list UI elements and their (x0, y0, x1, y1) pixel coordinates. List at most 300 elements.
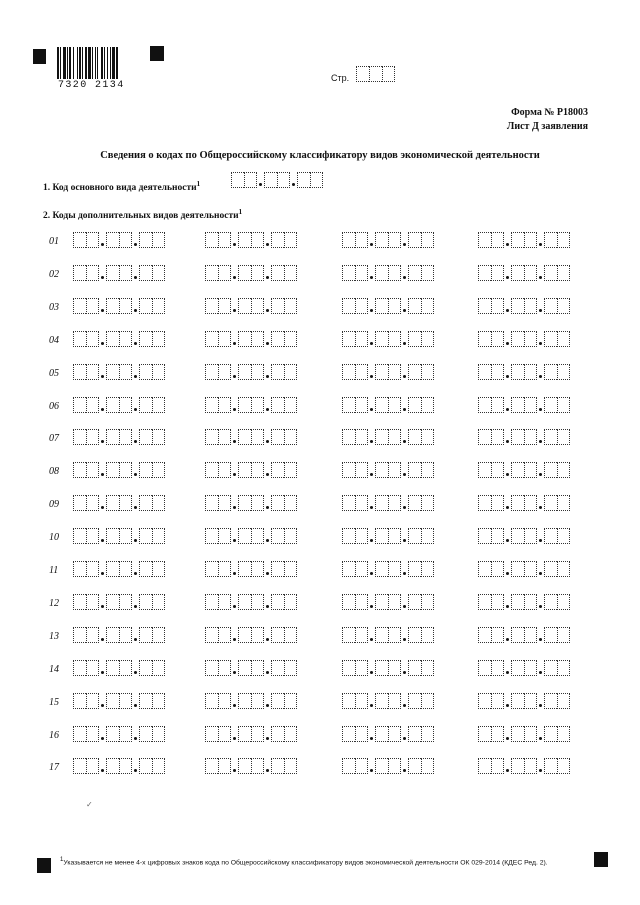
page-digit-cell[interactable] (382, 66, 395, 82)
code-digit-cell[interactable] (251, 726, 264, 742)
code-digit-cell[interactable] (218, 528, 231, 544)
code-digit-cell[interactable] (388, 627, 401, 643)
additional-code-field[interactable] (73, 693, 165, 709)
code-digit-cell[interactable] (284, 726, 297, 742)
code-digit-cell[interactable] (218, 693, 231, 709)
code-digit-cell[interactable] (277, 172, 290, 188)
code-digit-cell[interactable] (355, 331, 368, 347)
code-digit-cell[interactable] (388, 232, 401, 248)
code-digit-cell[interactable] (218, 364, 231, 380)
code-digit-cell[interactable] (524, 758, 537, 774)
additional-code-field[interactable] (478, 232, 570, 248)
code-digit-cell[interactable] (73, 397, 86, 413)
code-digit-cell[interactable] (544, 331, 557, 347)
code-digit-cell[interactable] (524, 265, 537, 281)
additional-code-field[interactable] (342, 232, 434, 248)
code-digit-cell[interactable] (152, 298, 165, 314)
code-digit-cell[interactable] (251, 397, 264, 413)
code-digit-cell[interactable] (511, 364, 524, 380)
code-digit-cell[interactable] (251, 758, 264, 774)
code-digit-cell[interactable] (86, 495, 99, 511)
code-digit-cell[interactable] (355, 660, 368, 676)
code-digit-cell[interactable] (119, 726, 132, 742)
code-digit-cell[interactable] (478, 364, 491, 380)
additional-code-field[interactable] (342, 298, 434, 314)
code-digit-cell[interactable] (284, 693, 297, 709)
code-digit-cell[interactable] (86, 397, 99, 413)
code-digit-cell[interactable] (139, 232, 152, 248)
code-digit-cell[interactable] (544, 660, 557, 676)
code-digit-cell[interactable] (342, 298, 355, 314)
additional-code-field[interactable] (205, 594, 297, 610)
code-digit-cell[interactable] (152, 364, 165, 380)
code-digit-cell[interactable] (218, 331, 231, 347)
code-digit-cell[interactable] (73, 726, 86, 742)
additional-code-field[interactable] (73, 331, 165, 347)
code-digit-cell[interactable] (544, 726, 557, 742)
code-digit-cell[interactable] (557, 397, 570, 413)
code-digit-cell[interactable] (511, 331, 524, 347)
code-digit-cell[interactable] (106, 627, 119, 643)
additional-code-field[interactable] (478, 364, 570, 380)
code-digit-cell[interactable] (557, 594, 570, 610)
code-digit-cell[interactable] (421, 758, 434, 774)
code-digit-cell[interactable] (421, 364, 434, 380)
code-digit-cell[interactable] (86, 528, 99, 544)
code-digit-cell[interactable] (557, 693, 570, 709)
code-digit-cell[interactable] (139, 298, 152, 314)
code-digit-cell[interactable] (238, 660, 251, 676)
code-digit-cell[interactable] (408, 660, 421, 676)
code-digit-cell[interactable] (106, 298, 119, 314)
code-digit-cell[interactable] (238, 265, 251, 281)
additional-code-field[interactable] (342, 429, 434, 445)
code-digit-cell[interactable] (271, 594, 284, 610)
code-digit-cell[interactable] (421, 726, 434, 742)
additional-code-field[interactable] (205, 462, 297, 478)
code-digit-cell[interactable] (478, 298, 491, 314)
code-digit-cell[interactable] (491, 331, 504, 347)
code-digit-cell[interactable] (205, 495, 218, 511)
additional-code-field[interactable] (73, 561, 165, 577)
code-digit-cell[interactable] (119, 364, 132, 380)
code-digit-cell[interactable] (119, 462, 132, 478)
code-digit-cell[interactable] (524, 561, 537, 577)
code-digit-cell[interactable] (408, 397, 421, 413)
code-digit-cell[interactable] (544, 364, 557, 380)
code-digit-cell[interactable] (375, 397, 388, 413)
code-digit-cell[interactable] (511, 726, 524, 742)
code-digit-cell[interactable] (73, 627, 86, 643)
additional-code-field[interactable] (73, 462, 165, 478)
additional-code-field[interactable] (478, 561, 570, 577)
code-digit-cell[interactable] (205, 660, 218, 676)
additional-code-field[interactable] (205, 627, 297, 643)
code-digit-cell[interactable] (119, 495, 132, 511)
code-digit-cell[interactable] (205, 594, 218, 610)
code-digit-cell[interactable] (544, 298, 557, 314)
code-digit-cell[interactable] (375, 627, 388, 643)
code-digit-cell[interactable] (375, 429, 388, 445)
code-digit-cell[interactable] (557, 265, 570, 281)
code-digit-cell[interactable] (421, 397, 434, 413)
code-digit-cell[interactable] (86, 331, 99, 347)
code-digit-cell[interactable] (375, 758, 388, 774)
code-digit-cell[interactable] (284, 627, 297, 643)
code-digit-cell[interactable] (119, 331, 132, 347)
code-digit-cell[interactable] (511, 462, 524, 478)
code-digit-cell[interactable] (491, 660, 504, 676)
code-digit-cell[interactable] (106, 331, 119, 347)
code-digit-cell[interactable] (511, 528, 524, 544)
code-digit-cell[interactable] (355, 364, 368, 380)
code-digit-cell[interactable] (119, 397, 132, 413)
code-digit-cell[interactable] (152, 726, 165, 742)
code-digit-cell[interactable] (557, 528, 570, 544)
additional-code-field[interactable] (342, 660, 434, 676)
code-digit-cell[interactable] (342, 758, 355, 774)
code-digit-cell[interactable] (491, 232, 504, 248)
code-digit-cell[interactable] (139, 265, 152, 281)
code-digit-cell[interactable] (388, 462, 401, 478)
code-digit-cell[interactable] (284, 561, 297, 577)
code-digit-cell[interactable] (106, 462, 119, 478)
code-digit-cell[interactable] (264, 172, 277, 188)
code-digit-cell[interactable] (478, 462, 491, 478)
code-digit-cell[interactable] (375, 561, 388, 577)
code-digit-cell[interactable] (342, 693, 355, 709)
additional-code-field[interactable] (342, 495, 434, 511)
code-digit-cell[interactable] (218, 594, 231, 610)
code-digit-cell[interactable] (478, 693, 491, 709)
code-digit-cell[interactable] (557, 726, 570, 742)
code-digit-cell[interactable] (408, 331, 421, 347)
code-digit-cell[interactable] (388, 528, 401, 544)
code-digit-cell[interactable] (355, 627, 368, 643)
code-digit-cell[interactable] (408, 693, 421, 709)
additional-code-field[interactable] (342, 528, 434, 544)
code-digit-cell[interactable] (544, 429, 557, 445)
code-digit-cell[interactable] (139, 594, 152, 610)
code-digit-cell[interactable] (205, 265, 218, 281)
code-digit-cell[interactable] (421, 495, 434, 511)
code-digit-cell[interactable] (284, 429, 297, 445)
code-digit-cell[interactable] (152, 429, 165, 445)
code-digit-cell[interactable] (218, 660, 231, 676)
code-digit-cell[interactable] (524, 594, 537, 610)
code-digit-cell[interactable] (511, 627, 524, 643)
code-digit-cell[interactable] (73, 232, 86, 248)
code-digit-cell[interactable] (251, 298, 264, 314)
code-digit-cell[interactable] (511, 495, 524, 511)
code-digit-cell[interactable] (271, 693, 284, 709)
code-digit-cell[interactable] (342, 627, 355, 643)
code-digit-cell[interactable] (355, 232, 368, 248)
additional-code-field[interactable] (205, 726, 297, 742)
code-digit-cell[interactable] (375, 298, 388, 314)
code-digit-cell[interactable] (106, 660, 119, 676)
code-digit-cell[interactable] (408, 561, 421, 577)
code-digit-cell[interactable] (271, 298, 284, 314)
additional-code-field[interactable] (73, 364, 165, 380)
code-digit-cell[interactable] (238, 627, 251, 643)
code-digit-cell[interactable] (152, 693, 165, 709)
additional-code-field[interactable] (73, 429, 165, 445)
code-digit-cell[interactable] (284, 232, 297, 248)
additional-code-field[interactable] (342, 331, 434, 347)
code-digit-cell[interactable] (408, 298, 421, 314)
code-digit-cell[interactable] (511, 660, 524, 676)
code-digit-cell[interactable] (106, 726, 119, 742)
code-digit-cell[interactable] (251, 693, 264, 709)
additional-code-field[interactable] (478, 331, 570, 347)
code-digit-cell[interactable] (218, 495, 231, 511)
code-digit-cell[interactable] (119, 298, 132, 314)
code-digit-cell[interactable] (297, 172, 310, 188)
code-digit-cell[interactable] (421, 265, 434, 281)
additional-code-field[interactable] (73, 660, 165, 676)
code-digit-cell[interactable] (73, 528, 86, 544)
code-digit-cell[interactable] (205, 331, 218, 347)
additional-code-field[interactable] (73, 298, 165, 314)
code-digit-cell[interactable] (218, 627, 231, 643)
code-digit-cell[interactable] (355, 726, 368, 742)
code-digit-cell[interactable] (205, 726, 218, 742)
code-digit-cell[interactable] (73, 561, 86, 577)
code-digit-cell[interactable] (152, 495, 165, 511)
code-digit-cell[interactable] (238, 693, 251, 709)
code-digit-cell[interactable] (511, 693, 524, 709)
code-digit-cell[interactable] (251, 331, 264, 347)
additional-code-field[interactable] (342, 364, 434, 380)
code-digit-cell[interactable] (524, 693, 537, 709)
code-digit-cell[interactable] (478, 331, 491, 347)
code-digit-cell[interactable] (375, 693, 388, 709)
code-digit-cell[interactable] (388, 364, 401, 380)
code-digit-cell[interactable] (218, 726, 231, 742)
additional-code-field[interactable] (478, 594, 570, 610)
code-digit-cell[interactable] (491, 364, 504, 380)
additional-code-field[interactable] (73, 726, 165, 742)
code-digit-cell[interactable] (421, 660, 434, 676)
code-digit-cell[interactable] (342, 660, 355, 676)
code-digit-cell[interactable] (139, 331, 152, 347)
additional-code-field[interactable] (73, 265, 165, 281)
code-digit-cell[interactable] (557, 232, 570, 248)
code-digit-cell[interactable] (106, 561, 119, 577)
code-digit-cell[interactable] (139, 561, 152, 577)
code-digit-cell[interactable] (408, 495, 421, 511)
code-digit-cell[interactable] (73, 331, 86, 347)
code-digit-cell[interactable] (355, 495, 368, 511)
code-digit-cell[interactable] (524, 397, 537, 413)
code-digit-cell[interactable] (86, 660, 99, 676)
code-digit-cell[interactable] (524, 364, 537, 380)
additional-code-field[interactable] (73, 397, 165, 413)
code-digit-cell[interactable] (408, 429, 421, 445)
code-digit-cell[interactable] (408, 364, 421, 380)
additional-code-field[interactable] (205, 397, 297, 413)
code-digit-cell[interactable] (271, 758, 284, 774)
additional-code-field[interactable] (342, 693, 434, 709)
code-digit-cell[interactable] (238, 528, 251, 544)
additional-code-field[interactable] (342, 561, 434, 577)
code-digit-cell[interactable] (139, 660, 152, 676)
code-digit-cell[interactable] (86, 758, 99, 774)
code-digit-cell[interactable] (238, 758, 251, 774)
code-digit-cell[interactable] (86, 726, 99, 742)
code-digit-cell[interactable] (355, 528, 368, 544)
code-digit-cell[interactable] (271, 429, 284, 445)
code-digit-cell[interactable] (238, 594, 251, 610)
code-digit-cell[interactable] (152, 397, 165, 413)
additional-code-field[interactable] (205, 758, 297, 774)
additional-code-field[interactable] (342, 594, 434, 610)
additional-code-field[interactable] (205, 495, 297, 511)
code-digit-cell[interactable] (218, 429, 231, 445)
code-digit-cell[interactable] (491, 528, 504, 544)
code-digit-cell[interactable] (478, 561, 491, 577)
additional-code-field[interactable] (478, 693, 570, 709)
code-digit-cell[interactable] (284, 495, 297, 511)
code-digit-cell[interactable] (251, 462, 264, 478)
code-digit-cell[interactable] (139, 462, 152, 478)
code-digit-cell[interactable] (375, 232, 388, 248)
code-digit-cell[interactable] (342, 364, 355, 380)
code-digit-cell[interactable] (408, 232, 421, 248)
additional-code-field[interactable] (342, 758, 434, 774)
code-digit-cell[interactable] (86, 232, 99, 248)
code-digit-cell[interactable] (511, 758, 524, 774)
code-digit-cell[interactable] (544, 594, 557, 610)
code-digit-cell[interactable] (478, 627, 491, 643)
code-digit-cell[interactable] (86, 561, 99, 577)
code-digit-cell[interactable] (408, 627, 421, 643)
code-digit-cell[interactable] (511, 298, 524, 314)
code-digit-cell[interactable] (375, 265, 388, 281)
code-digit-cell[interactable] (86, 462, 99, 478)
code-digit-cell[interactable] (271, 331, 284, 347)
code-digit-cell[interactable] (421, 462, 434, 478)
code-digit-cell[interactable] (310, 172, 323, 188)
main-activity-code-field[interactable] (231, 172, 323, 188)
code-digit-cell[interactable] (205, 627, 218, 643)
code-digit-cell[interactable] (73, 594, 86, 610)
additional-code-field[interactable] (478, 627, 570, 643)
additional-code-field[interactable] (342, 627, 434, 643)
code-digit-cell[interactable] (544, 232, 557, 248)
code-digit-cell[interactable] (251, 627, 264, 643)
code-digit-cell[interactable] (218, 397, 231, 413)
code-digit-cell[interactable] (86, 265, 99, 281)
code-digit-cell[interactable] (388, 693, 401, 709)
code-digit-cell[interactable] (478, 232, 491, 248)
code-digit-cell[interactable] (491, 561, 504, 577)
code-digit-cell[interactable] (478, 265, 491, 281)
code-digit-cell[interactable] (218, 462, 231, 478)
code-digit-cell[interactable] (557, 331, 570, 347)
code-digit-cell[interactable] (86, 627, 99, 643)
additional-code-field[interactable] (205, 660, 297, 676)
code-digit-cell[interactable] (106, 265, 119, 281)
code-digit-cell[interactable] (106, 397, 119, 413)
code-digit-cell[interactable] (491, 429, 504, 445)
code-digit-cell[interactable] (139, 627, 152, 643)
code-digit-cell[interactable] (231, 172, 244, 188)
code-digit-cell[interactable] (421, 331, 434, 347)
code-digit-cell[interactable] (271, 265, 284, 281)
code-digit-cell[interactable] (271, 462, 284, 478)
code-digit-cell[interactable] (119, 265, 132, 281)
additional-code-field[interactable] (73, 232, 165, 248)
page-digit-cell[interactable] (369, 66, 382, 82)
code-digit-cell[interactable] (152, 528, 165, 544)
code-digit-cell[interactable] (478, 429, 491, 445)
code-digit-cell[interactable] (86, 594, 99, 610)
code-digit-cell[interactable] (271, 561, 284, 577)
code-digit-cell[interactable] (152, 660, 165, 676)
code-digit-cell[interactable] (205, 528, 218, 544)
code-digit-cell[interactable] (106, 364, 119, 380)
additional-code-field[interactable] (73, 495, 165, 511)
code-digit-cell[interactable] (421, 528, 434, 544)
code-digit-cell[interactable] (408, 594, 421, 610)
code-digit-cell[interactable] (544, 265, 557, 281)
code-digit-cell[interactable] (491, 758, 504, 774)
code-digit-cell[interactable] (388, 495, 401, 511)
code-digit-cell[interactable] (375, 364, 388, 380)
code-digit-cell[interactable] (544, 758, 557, 774)
additional-code-field[interactable] (73, 528, 165, 544)
code-digit-cell[interactable] (408, 462, 421, 478)
code-digit-cell[interactable] (524, 331, 537, 347)
code-digit-cell[interactable] (284, 331, 297, 347)
code-digit-cell[interactable] (544, 627, 557, 643)
code-digit-cell[interactable] (86, 693, 99, 709)
additional-code-field[interactable] (205, 561, 297, 577)
code-digit-cell[interactable] (342, 561, 355, 577)
code-digit-cell[interactable] (524, 462, 537, 478)
additional-code-field[interactable] (342, 397, 434, 413)
code-digit-cell[interactable] (86, 364, 99, 380)
additional-code-field[interactable] (478, 429, 570, 445)
code-digit-cell[interactable] (388, 561, 401, 577)
code-digit-cell[interactable] (271, 528, 284, 544)
code-digit-cell[interactable] (139, 429, 152, 445)
code-digit-cell[interactable] (375, 594, 388, 610)
code-digit-cell[interactable] (388, 594, 401, 610)
code-digit-cell[interactable] (205, 298, 218, 314)
code-digit-cell[interactable] (511, 265, 524, 281)
code-digit-cell[interactable] (152, 627, 165, 643)
code-digit-cell[interactable] (342, 594, 355, 610)
code-digit-cell[interactable] (139, 693, 152, 709)
code-digit-cell[interactable] (86, 429, 99, 445)
code-digit-cell[interactable] (218, 561, 231, 577)
additional-code-field[interactable] (478, 265, 570, 281)
code-digit-cell[interactable] (284, 265, 297, 281)
additional-code-field[interactable] (205, 429, 297, 445)
code-digit-cell[interactable] (251, 495, 264, 511)
code-digit-cell[interactable] (491, 594, 504, 610)
code-digit-cell[interactable] (106, 429, 119, 445)
code-digit-cell[interactable] (271, 364, 284, 380)
code-digit-cell[interactable] (355, 561, 368, 577)
additional-code-field[interactable] (205, 331, 297, 347)
code-digit-cell[interactable] (119, 693, 132, 709)
code-digit-cell[interactable] (205, 462, 218, 478)
code-digit-cell[interactable] (511, 594, 524, 610)
